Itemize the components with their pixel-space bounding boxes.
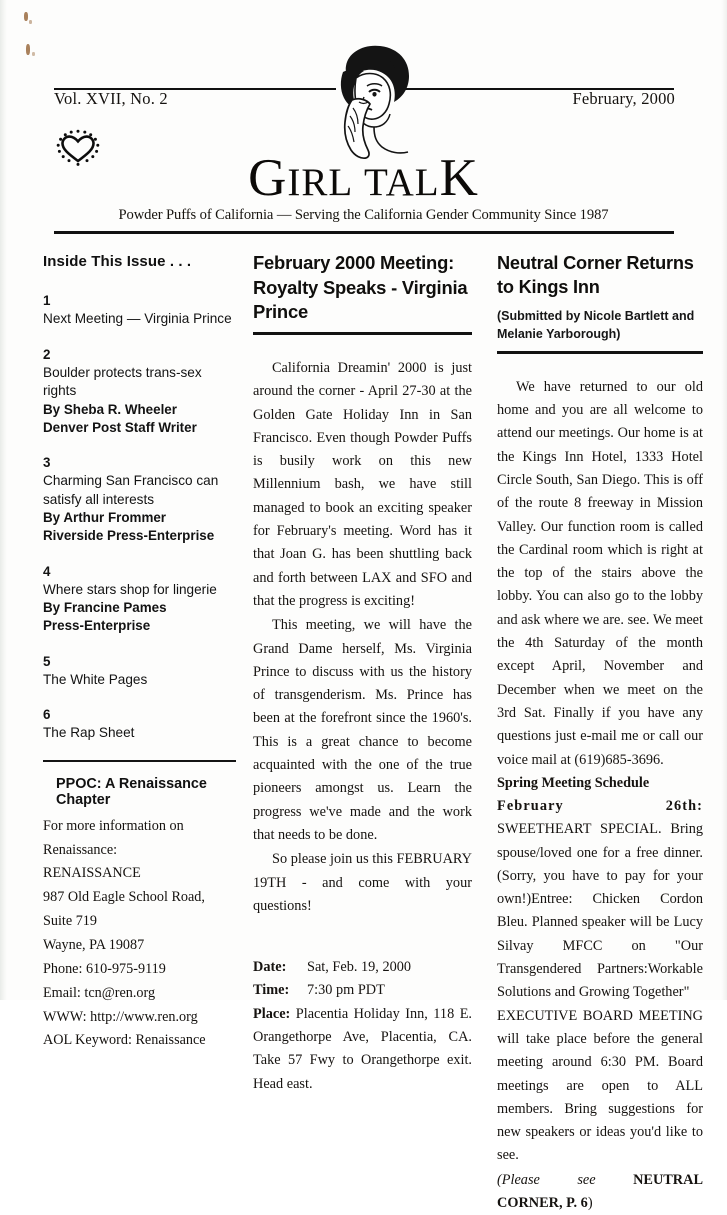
neutral-corner-headline-rule <box>497 351 703 354</box>
toc-list <box>43 292 236 743</box>
paragraph: We have returned to our old home and you are all welcome to attend our meetings. Our home is at the Kings Inn Hotel, 1333 Hotel Circle South, San Diego. This is off of the route 8 freeway in Mission Valley. Our function room is called the Cardinal room which is right at the top of the stairs above the lobby. You can also go to the lobby and ask where we are. see. We meet the 4th Saturday of the month except April, November and December when we meet on the 3rd Sat. Finally if you have any questions just e-mail me or call our voice mail at (619)685-3696. <box>497 378 703 768</box>
ppoc-contact-block <box>43 815 236 1054</box>
paragraph: California Dreamin' 2000 is just around the corner - April 27-30 at the Golden Gate Holiday Inn in San Francisco. Even though Powder Puffs is busily work on this new Millennium bash, we have still managed to book an exciting speaker for February's meeting. Word has it that Joan G. has been shuttling back and forth between LAX and SFO and that the progress is exciting! <box>253 359 472 609</box>
meeting-time-label: Time: <box>253 982 290 999</box>
ppoc-email[interactable]: Email: tcn@ren.org <box>43 984 156 1001</box>
masthead-bottom-rule <box>54 231 674 234</box>
continuation-suffix: ) <box>587 1195 593 1212</box>
issue-date: February, 2000 <box>572 89 675 108</box>
toc-item-number: 3 <box>43 455 51 471</box>
ppoc-line: For more information on Renaissance: <box>43 817 184 858</box>
toc-item-title: Charming San Francisco can satisfy all interests <box>43 473 219 507</box>
meeting-date-value: Sat, Feb. 19, 2000 <box>307 959 412 976</box>
list-item[interactable] <box>43 653 236 690</box>
toc-item-title: Next Meeting — Virginia Prince <box>43 311 232 327</box>
scan-edge-right <box>721 0 727 1000</box>
scan-edge-left <box>0 0 7 1000</box>
toc-item-title: Boulder protects trans-sex rights <box>43 364 202 399</box>
scan-artifact-speck <box>24 12 28 21</box>
meeting-date-row <box>253 956 472 979</box>
scan-artifact-speck <box>29 20 32 24</box>
meeting-time-row <box>253 979 472 1002</box>
toc-item-source: Press-Enterprise <box>43 618 151 634</box>
toc-item-number: 6 <box>43 707 51 723</box>
schedule-description: SWEETHEART SPECIAL. Bring spouse/loved one for a free dinner. (Sorry, you have to pay for your own!)Entree: Chicken Cordon Bleu. Planned speaker will be Lucy Silvay MFCC on "Our Transgendered Partners:Workable Solutions and Growing Together" <box>497 821 703 1001</box>
paragraph: This meeting, we will have the Grand Dame herself, Ms. Virginia Prince to discuss with us the history of transgenderism. Ms. Prince has been at the forefront since the 1960's. This is a great chance to become acquainted with the one of the true pioneers amongst us. Learn the progress we've made and the work that needs to be done. <box>253 617 472 843</box>
meeting-headline-rule <box>253 332 472 335</box>
toc-item-source: Denver Post Staff Writer <box>43 419 197 435</box>
meeting-article-body <box>253 357 472 918</box>
toc-item-number: 5 <box>43 653 51 669</box>
scan-artifact-speck <box>26 44 30 55</box>
continuation-reference: NEUTRAL CORNER, P. 6 <box>497 1171 703 1212</box>
paragraph: So please join us this FEBRUARY 19TH - and come with your questions! <box>253 851 472 914</box>
toc-item-title: The White Pages <box>43 671 148 687</box>
column-contents <box>30 243 236 1053</box>
list-item[interactable] <box>43 563 236 636</box>
masthead-tagline: Powder Puffs of California — Serving the California Gender Community Since 1987 <box>118 207 609 223</box>
column-neutral-corner-article <box>497 243 703 1215</box>
ppoc-heading: PPOC: A Renaissance Chapter <box>56 775 207 808</box>
continuation-note <box>497 1169 703 1215</box>
list-item[interactable] <box>43 346 236 438</box>
meeting-details-block <box>253 956 472 1096</box>
ppoc-aol-keyword: AOL Keyword: Renaissance <box>43 1032 206 1049</box>
volume-issue: Vol. XVII, No. 2 <box>54 89 168 108</box>
toc-item-title: The Rap Sheet <box>43 725 135 741</box>
toc-item-author: By Arthur Frommer <box>43 510 167 526</box>
spring-schedule-heading: Spring Meeting Schedule <box>497 774 650 791</box>
spring-schedule-entry <box>497 795 703 1005</box>
list-item[interactable] <box>43 292 236 329</box>
column-meeting-article <box>253 243 472 1096</box>
page-title <box>0 149 727 207</box>
meeting-time-value: 7:30 pm PDT <box>307 982 385 999</box>
scan-artifact-speck <box>32 52 35 56</box>
neutral-corner-headline: Neutral Corner Returns to Kings Inn <box>497 253 694 298</box>
ppoc-phone: Phone: 610-975-9119 <box>43 960 166 977</box>
meeting-place-row <box>253 1003 472 1096</box>
toc-item-number: 4 <box>43 563 51 579</box>
ppoc-divider-rule <box>43 760 236 762</box>
ppoc-line: RENAISSANCE <box>43 865 141 882</box>
neutral-corner-byline: (Submitted by Nicole Bartlett and Melanie Yarborough) <box>497 308 695 342</box>
toc-item-number: 2 <box>43 346 51 362</box>
neutral-corner-body <box>497 376 703 1215</box>
woman-portrait-illustration <box>312 42 416 164</box>
ppoc-line: Wayne, PA 19087 <box>43 937 145 954</box>
meeting-place-value: Placentia Holiday Inn, 118 E. Orangethorpe Ave, Placentia, CA. Take 57 Fwy to Orangethorpe exit. Head east. <box>253 1005 472 1092</box>
meeting-article-headline: February 2000 Meeting: Royalty Speaks - Virginia Prince <box>253 252 468 323</box>
toc-item-number: 1 <box>43 293 51 308</box>
list-item[interactable] <box>43 454 236 546</box>
toc-item-author: By Francine Pames <box>43 600 167 616</box>
meeting-place-label: Place: <box>253 1005 291 1022</box>
schedule-date: February 26th: <box>497 797 703 814</box>
continuation-prefix: (Please see <box>497 1171 634 1188</box>
toc-item-author: By Sheba R. Wheeler <box>43 401 177 417</box>
meeting-date-label: Date: <box>253 959 287 976</box>
ppoc-website[interactable]: WWW: http://www.ren.org <box>43 1008 198 1025</box>
toc-item-title: Where stars shop for lingerie <box>43 581 217 597</box>
ppoc-line: 987 Old Eagle School Road, Suite 719 <box>43 889 205 930</box>
toc-item-source: Riverside Press-Enterprise <box>43 528 215 544</box>
board-meeting-note: EXECUTIVE BOARD MEETING will take place before the general meeting around 6:30 PM. Board meetings are open to ALL members. Bring suggestions for new speakers or ideas you'd like to see. <box>497 1007 703 1164</box>
list-item[interactable] <box>43 706 236 743</box>
inside-this-issue-heading: Inside This Issue . . . <box>43 253 192 270</box>
masthead-title: GIRL TALK <box>248 149 479 207</box>
